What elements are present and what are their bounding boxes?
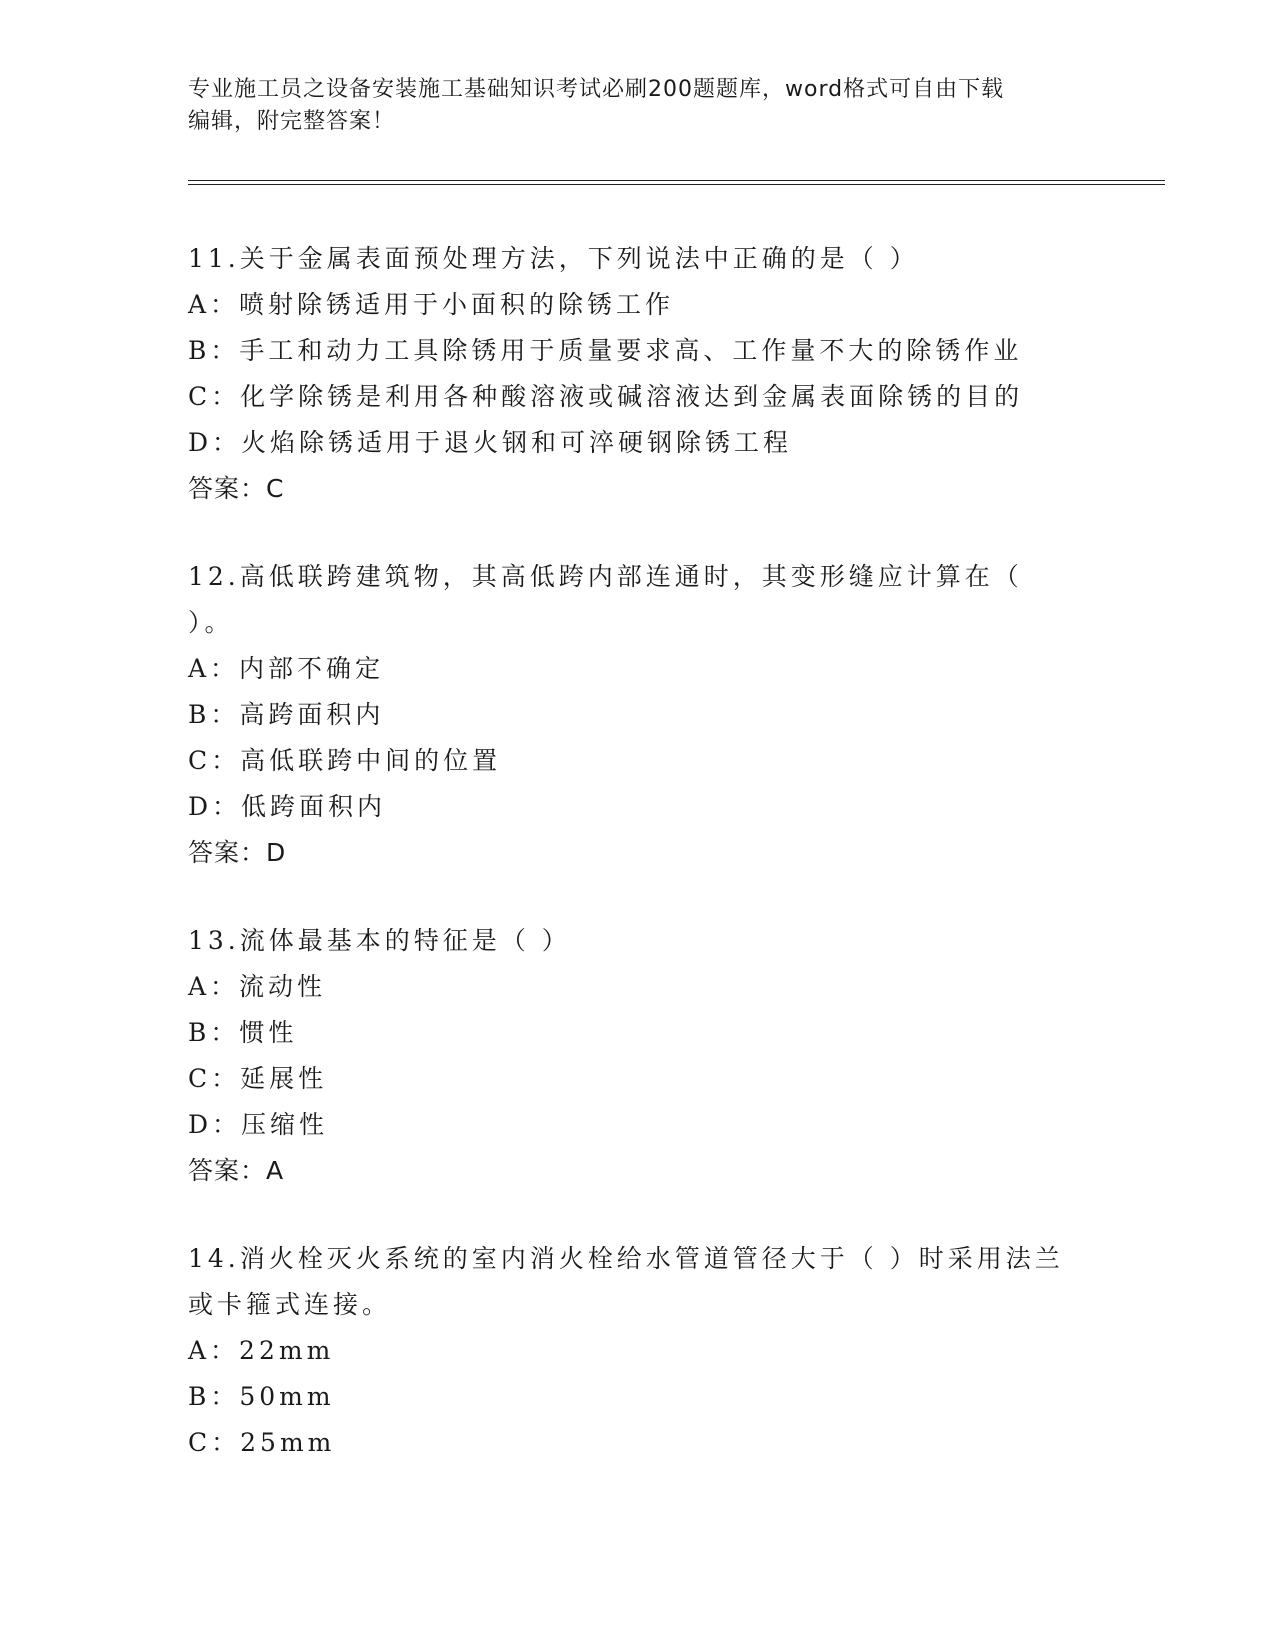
option-d: D：低跨面积内 (188, 792, 387, 821)
option-d: D：火焰除锈适用于退火钢和可淬硬钢除锈工程 (188, 428, 793, 457)
option-b: B：惯性 (188, 1018, 298, 1047)
header-divider-top (188, 180, 1165, 181)
document-header (188, 74, 1078, 138)
question-12 (188, 554, 1088, 876)
answer-label: 答案：C (188, 474, 285, 503)
answer-label: 答案：D (188, 838, 287, 867)
option-c: C：化学除锈是利用各种酸溶液或碱溶液达到金属表面除锈的目的 (188, 382, 1024, 411)
option-c: C：延展性 (188, 1064, 328, 1093)
question-stem: 12.高低联跨建筑物，其高低跨内部连通时，其变形缝应计算在（ ）。 (188, 562, 1023, 637)
option-b: B：高跨面积内 (188, 700, 385, 729)
question-11 (188, 236, 1088, 512)
question-14 (188, 1236, 1088, 1466)
question-list (188, 236, 1088, 1508)
option-c: C：25mm (188, 1428, 336, 1457)
option-b: B：50mm (188, 1382, 335, 1411)
header-divider-bottom (188, 184, 1165, 185)
option-a: A：流动性 (188, 972, 327, 1001)
option-d: D：压缩性 (188, 1110, 329, 1139)
question-stem: 14.消火栓灭火系统的室内消火栓给水管道管径大于（ ）时采用法兰或卡箍式连接。 (188, 1244, 1064, 1319)
option-a: A：22mm (188, 1336, 335, 1365)
header-title-line-2: 编辑，附完整答案！ (188, 109, 396, 134)
option-a: A：内部不确定 (188, 654, 385, 683)
option-b: B：手工和动力工具除锈用于质量要求高、工作量不大的除锈作业 (188, 336, 1023, 365)
answer-label: 答案：A (188, 1156, 285, 1185)
question-stem: 11.关于金属表面预处理方法，下列说法中正确的是（ ） (188, 244, 919, 273)
question-stem: 13.流体最基本的特征是（ ） (188, 926, 571, 955)
option-a: A：喷射除锈适用于小面积的除锈工作 (188, 290, 675, 319)
question-13 (188, 918, 1088, 1194)
header-title-line-1: 专业施工员之设备安装施工基础知识考试必刷200题题库，word格式可自由下载 (188, 77, 1005, 102)
option-c: C：高低联跨中间的位置 (188, 746, 502, 775)
